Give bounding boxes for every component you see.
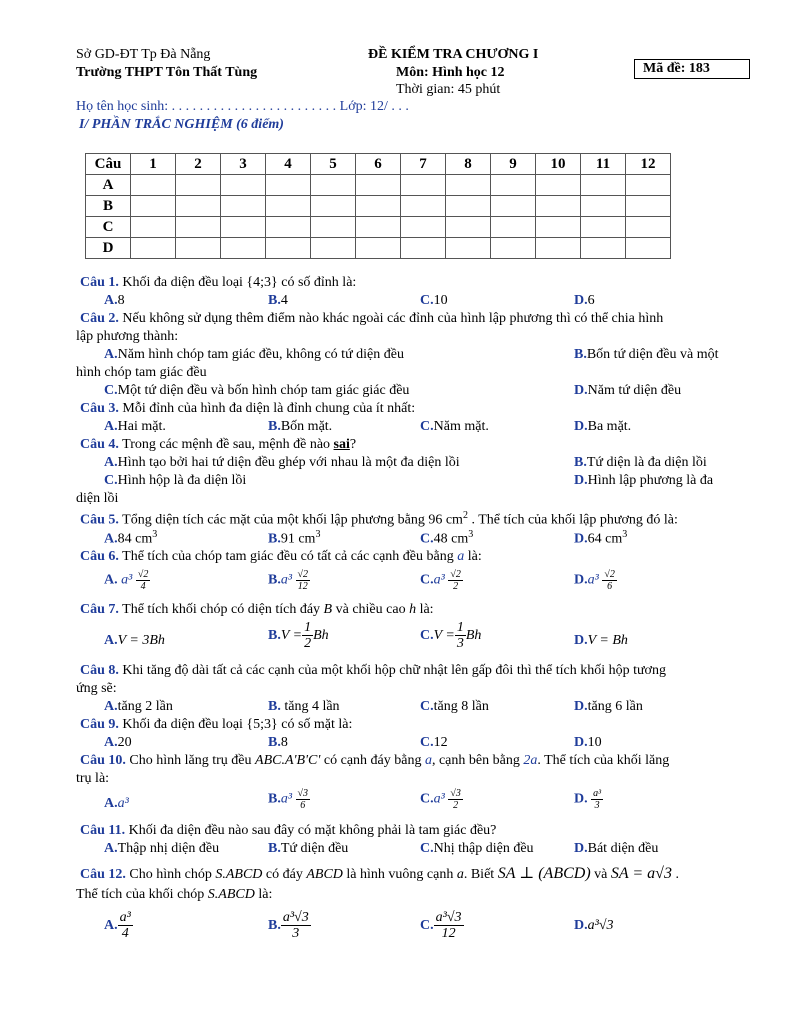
answer-cell[interactable] [356, 217, 401, 238]
option-b[interactable]: B.8 [268, 735, 288, 750]
answer-cell[interactable] [176, 217, 221, 238]
option-a[interactable]: A.V = 3Bh [104, 633, 165, 648]
answer-cell[interactable] [221, 217, 266, 238]
answer-cell[interactable] [536, 217, 581, 238]
table-header-cell: 3 [221, 154, 266, 175]
option-d[interactable]: D.Ba mặt. [574, 419, 632, 434]
answer-cell[interactable] [581, 175, 626, 196]
option-d-cont: diện lồi [76, 491, 119, 506]
answer-cell[interactable] [401, 196, 446, 217]
option-c[interactable]: C.Năm mặt. [420, 419, 489, 434]
option-c[interactable]: C.a³ $\frac{√2}{2}$ [420, 569, 461, 592]
option-d[interactable]: D.64 $cm^3$ [574, 529, 628, 547]
answer-cell[interactable] [581, 196, 626, 217]
question-12: Câu 12. Cho hình chóp S.ABCD có đáy ABCD là hình vuông cạnh a. Biết SA ⊥ (ABCD) và SA = a√3 . [80, 865, 679, 882]
answer-cell[interactable] [131, 175, 176, 196]
table-header-cell: 11 [581, 154, 626, 175]
option-a[interactable]: A. a³ $\frac{√2}{4}$ [104, 569, 149, 592]
option-b-cont: hình chóp tam giác đều [76, 365, 207, 380]
answer-cell[interactable] [131, 238, 176, 259]
option-a[interactable]: A.tăng 2 lần [104, 699, 173, 714]
option-c[interactable]: C.10 [420, 293, 448, 308]
question-text-cont: trụ là: [76, 771, 110, 786]
option-c[interactable]: C.Hình hộp là đa diện lồi [104, 473, 247, 488]
question-5: Câu 5. Tổng diện tích các mặt của một khối lập phương bằng 96 $cm^2$ . Thể tích của khối lập phương đó là: [80, 510, 678, 528]
answer-cell[interactable] [356, 238, 401, 259]
option-d[interactable]: D. $\frac{\text{a³}}{3}$ [574, 788, 602, 811]
row-label: A [86, 175, 131, 196]
answer-cell[interactable] [356, 175, 401, 196]
option-d[interactable]: D.tăng 6 lần [574, 699, 643, 714]
table-row [86, 175, 671, 196]
answer-cell[interactable] [401, 238, 446, 259]
option-b[interactable]: B.V = $\frac{1}{2}$ Bh [268, 620, 329, 652]
answer-cell[interactable] [446, 217, 491, 238]
option-d[interactable]: D.Năm tứ diện đều [574, 383, 682, 398]
table-header-cell: 9 [491, 154, 536, 175]
answer-cell[interactable] [266, 238, 311, 259]
question-text: Khối đa diện đều loại {4;3} có số đỉnh là: [118, 275, 357, 290]
answer-cell[interactable] [491, 217, 536, 238]
answer-cell[interactable] [626, 196, 671, 217]
option-b[interactable]: B.91 $cm^3$ [268, 529, 321, 547]
row-label: C [86, 217, 131, 238]
question-7: Câu 7. Thể tích khối chóp có diện tích đáy B và chiều cao h là: [80, 602, 434, 617]
question-text-cont: ứng sẽ: [76, 681, 117, 696]
option-c[interactable]: C.12 [420, 735, 448, 750]
question-8: Câu 8. Khi tăng độ dài tất cả các cạnh của một khối hộp chữ nhật lên gấp đôi thì thể tích khối hộp tương [80, 663, 666, 678]
table-header-cell: 12 [626, 154, 671, 175]
option-a[interactable]: A.Hình tạo bởi hai tứ diện đều ghép với nhau là một đa diện lồi [104, 455, 460, 470]
table-header-cell: 7 [401, 154, 446, 175]
question-9: Câu 9. Khối đa diện đều loại {5;3} có số mặt là: [80, 717, 353, 732]
answer-cell[interactable] [536, 196, 581, 217]
option-a[interactable]: A.a³ [104, 796, 129, 811]
answer-cell[interactable] [266, 196, 311, 217]
option-d[interactable]: D.10 [574, 735, 602, 750]
option-c[interactable]: C.V = $\frac{1}{3}$ Bh [420, 620, 482, 652]
student-info-line: Họ tên học sinh: . . . . . . . . . . . . . . . . . . . . . . . . Lớp: 12/ . . . [76, 99, 409, 114]
row-label: B [86, 196, 131, 217]
exam-code: Mã đề: 183 [634, 59, 750, 79]
option-d[interactable]: D.Hình lập phương là đa [574, 473, 714, 488]
option-d[interactable]: D.6 [574, 293, 595, 308]
exam-time: Thời gian: 45 phút [396, 82, 501, 97]
table-row [86, 238, 671, 259]
answer-cell[interactable] [266, 175, 311, 196]
answer-cell[interactable] [176, 175, 221, 196]
answer-cell[interactable] [626, 217, 671, 238]
answer-cell[interactable] [131, 196, 176, 217]
exam-title: ĐỀ KIỂM TRA CHƯƠNG I [368, 47, 539, 62]
question-1 [80, 275, 356, 291]
table-row [86, 196, 671, 217]
subject: Môn: Hình học 12 [396, 65, 505, 80]
answer-cell[interactable] [311, 238, 356, 259]
question-text-cont: Thể tích của khối chóp S.ABCD là: [76, 887, 273, 902]
option-d[interactable]: D.a³√3 [574, 918, 614, 933]
answer-cell[interactable] [626, 175, 671, 196]
emphasis-wrong: sai [333, 437, 350, 452]
answer-cell[interactable] [221, 238, 266, 259]
table-header-cell: Câu [86, 154, 131, 175]
answer-cell[interactable] [446, 196, 491, 217]
question-6: Câu 6. Thể tích của chóp tam giác đều có tất cả các cạnh đều bằng a là: [80, 549, 482, 564]
option-b[interactable]: B. $\frac{\text{a³√3}}{3}$ [268, 910, 309, 942]
question-10: Câu 10. Cho hình lăng trụ đều ABC.A'B'C' có cạnh đáy bằng a, cạnh bên bằng 2a. Thể tích của khối lăng [80, 753, 670, 768]
option-c[interactable]: C.48 $cm^3$ [420, 529, 474, 547]
row-label: D [86, 238, 131, 259]
option-c[interactable]: C. $\frac{\text{a³√3}}{12}$ [420, 910, 462, 942]
answer-cell[interactable] [581, 238, 626, 259]
option-d[interactable]: D.a³ $\frac{√2}{6}$ [574, 569, 615, 592]
question-label: Câu 1. [80, 275, 119, 290]
option-a[interactable]: A.20 [104, 735, 132, 750]
answer-cell[interactable] [401, 175, 446, 196]
answer-cell[interactable] [581, 217, 626, 238]
table-header-cell: 5 [311, 154, 356, 175]
answer-cell[interactable] [401, 217, 446, 238]
question-2: Câu 2. Nếu không sử dụng thêm điểm nào khác ngoài các đỉnh của hình lập phương thì có thể chia hình [80, 311, 664, 326]
answer-cell[interactable] [311, 196, 356, 217]
question-text-cont: lập phương thành: [76, 329, 179, 344]
answer-table-header [86, 154, 671, 175]
answer-cell[interactable] [491, 196, 536, 217]
option-a[interactable]: A.84 $cm^3$ [104, 529, 158, 547]
table-header-cell: 2 [176, 154, 221, 175]
answer-cell[interactable] [176, 196, 221, 217]
section-title: I/ PHẦN TRẮC NGHIỆM (6 điểm) [79, 117, 284, 132]
option-c[interactable]: C.Nhị thập diện đều [420, 841, 534, 856]
question-3: Câu 3. Mỗi đỉnh của hình đa diện là đỉnh chung của ít nhất: [80, 401, 416, 416]
answer-cell[interactable] [221, 175, 266, 196]
option-b[interactable]: B.Bốn mặt. [268, 419, 333, 434]
option-a[interactable]: A.Thập nhị diện đều [104, 841, 220, 856]
table-header-cell: 8 [446, 154, 491, 175]
question-11: Câu 11. Khối đa diện đều nào sau đây có mặt không phải là tam giác đều? [80, 823, 497, 838]
option-d[interactable]: D.V = Bh [574, 633, 628, 648]
answer-cell[interactable] [626, 238, 671, 259]
answer-cell[interactable] [176, 238, 221, 259]
option-a[interactable]: A.8 [104, 293, 125, 308]
option-b[interactable]: B.Tứ diện là đa diện lồi [574, 455, 707, 470]
answer-cell[interactable] [491, 175, 536, 196]
answer-cell[interactable] [311, 217, 356, 238]
option-c[interactable]: C.tăng 8 lần [420, 699, 489, 714]
option-c[interactable]: C.a³ $\frac{√3}{2}$ [420, 788, 461, 811]
option-a[interactable]: A.Năm hình chóp tam giác đều, không có tứ diện đều [104, 347, 404, 362]
answer-cell[interactable] [266, 217, 311, 238]
option-b[interactable]: B.Tứ diện đều [268, 841, 349, 856]
table-header-cell: 6 [356, 154, 401, 175]
option-b[interactable]: B.Bốn tứ diện đều và một [574, 347, 719, 362]
option-b[interactable]: B. tăng 4 lần [268, 699, 340, 714]
table-header-cell: 10 [536, 154, 581, 175]
answer-table [85, 153, 671, 259]
option-a[interactable]: A.Hai mặt. [104, 419, 166, 434]
department: Sở GD-ĐT Tp Đà Nẵng [76, 47, 211, 62]
table-header-cell: 4 [266, 154, 311, 175]
option-b[interactable]: B.a³ $\frac{√2}{12}$ [268, 569, 309, 592]
answer-cell[interactable] [446, 238, 491, 259]
answer-cell[interactable] [536, 238, 581, 259]
answer-cell[interactable] [221, 196, 266, 217]
question-4: Câu 4. Trong các mệnh đề sau, mệnh đề nào sai? [80, 437, 357, 452]
answer-cell[interactable] [491, 238, 536, 259]
option-b[interactable]: B.4 [268, 293, 288, 308]
answer-cell[interactable] [311, 175, 356, 196]
option-a[interactable]: A. $\frac{\text{a³}}{4}$ [104, 910, 131, 942]
option-d[interactable]: D.Bát diện đều [574, 841, 659, 856]
option-c[interactable]: C.Một tứ diện đều và bốn hình chóp tam giác giác đều [104, 383, 410, 398]
option-b[interactable]: B.a³ $\frac{√3}{6}$ [268, 788, 309, 811]
answer-cell[interactable] [446, 175, 491, 196]
table-header-cell: 1 [131, 154, 176, 175]
answer-cell[interactable] [131, 217, 176, 238]
school-name: Trường THPT Tôn Thất Tùng [76, 65, 258, 80]
answer-cell[interactable] [536, 175, 581, 196]
table-row [86, 217, 671, 238]
answer-cell[interactable] [356, 196, 401, 217]
